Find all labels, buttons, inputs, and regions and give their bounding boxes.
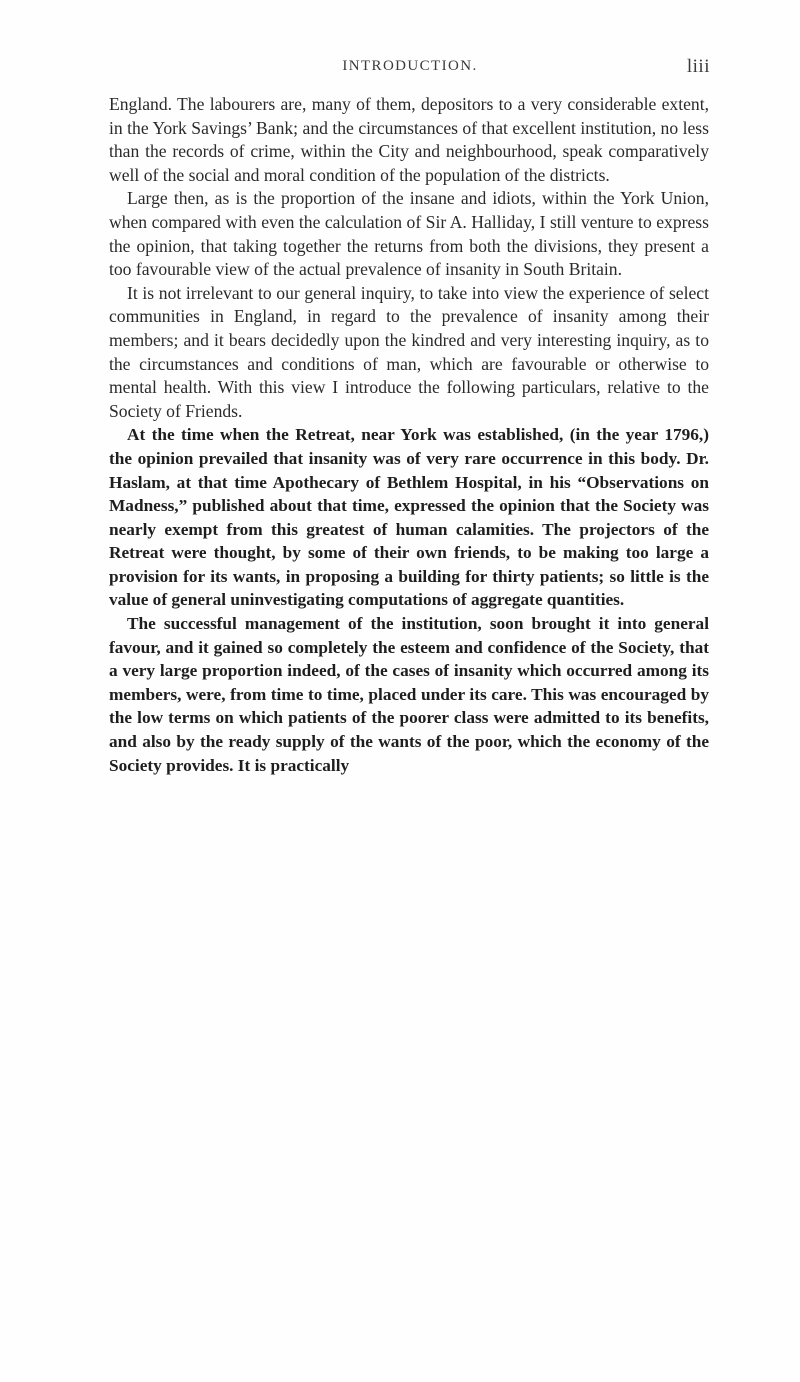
paragraph-retreat-established: At the time when the Retreat, near York was established, (in the year 1796,) the opinion prevailed that insanity was of very rare occurrence in this body. Dr. Haslam, at that time Apothecary of Bethlem Hospital, in his “Observations on Madness,” published about that time, expressed the opinion that the Society was nearly exempt from this greatest of human calamities. The projectors of the Retreat were thought, by some of their own friends, to be making too large a provision for its wants, in proposing a building for thirty patients; so little is the value of general uninvestigating computations of aggregate quantities. (109, 425, 709, 610)
running-head (110, 58, 710, 88)
paragraph-successful-management: The successful management of the institution, soon brought it into general favour, and it gained so completely the esteem and confidence of the Society, that a very large proportion indeed, of the cases of insanity which occurred among its members, were, from time to time, placed under its care. This was encouraged by the low terms on which patients of the poorer class were admitted to its benefits, and also by the ready supply of the wants of the poor, which the economy of the Society provides. It is practically (109, 614, 709, 775)
paragraph-large-then: Large then, as is the proportion of the insane and idiots, within the York Union, when compared with even the calculation of Sir A. Halliday, I still venture to express the opinion, that taking together the returns from both the divisions, they present a too favourable view of the actual prevalence of insanity in South Britain. (109, 188, 709, 280)
paragraph-england: England. The labourers are, many of them, depositors to a very considerable extent, in the York Savings’ Bank; and the circumstances of that excellent institution, no less than the records of crime, within the City and neighbourhood, speak comparatively well of the social and moral condition of the population of the districts. (109, 94, 709, 185)
page-number: liii (686, 56, 710, 77)
body-text (109, 93, 709, 777)
paragraph-not-irrelevant: It is not irrelevant to our general inquiry, to take into view the experience of select communities in England, in regard to the prevalence of insanity among their members; and it bears decidedly upon the kindred and very interesting inquiry, as to the circumstances and conditions of man, which are favourable or otherwise to mental health. With this view I introduce the following particulars, relative to the Society of Friends. (109, 282, 709, 421)
running-title: INTRODUCTION. (342, 58, 478, 74)
